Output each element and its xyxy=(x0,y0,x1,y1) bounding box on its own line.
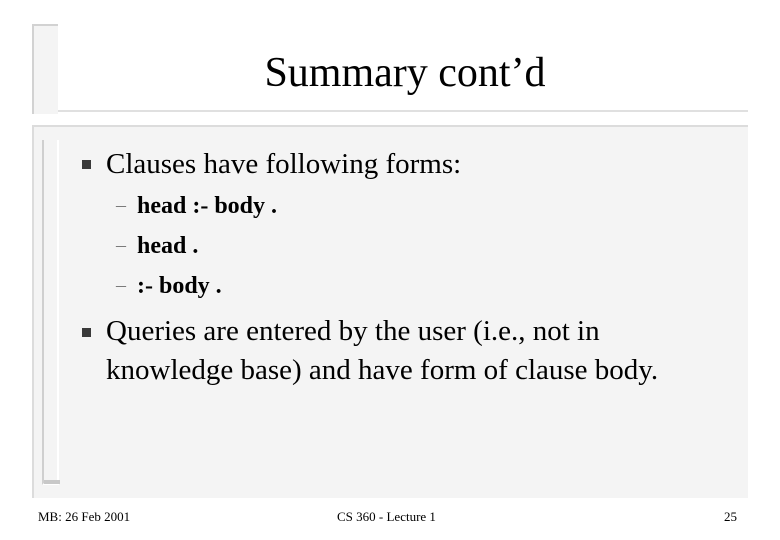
dash-icon: – xyxy=(116,194,126,216)
bullet-square-icon xyxy=(82,328,91,337)
slide-title: Summary cont’d xyxy=(264,50,546,96)
bullet-2-line-1: Queries are entered by the user (i.e., not in xyxy=(106,315,600,347)
bullet-1-text: Clauses have following forms: xyxy=(106,148,462,180)
dash-icon: – xyxy=(116,234,126,256)
panel-side-bar xyxy=(42,140,59,485)
footer-course: CS 360 - Lecture 1 xyxy=(337,509,436,524)
footer-date: MB: 26 Feb 2001 xyxy=(38,509,131,524)
sub-bullet-1: head :- body . xyxy=(137,193,278,219)
sub-bullet-2: head . xyxy=(137,233,199,259)
footer-page-number: 25 xyxy=(724,509,737,524)
title-underline xyxy=(58,110,748,112)
bullet-square-icon xyxy=(82,160,91,169)
panel-bottom-mark xyxy=(44,480,60,484)
sub-bullet-3: :- body . xyxy=(137,273,222,299)
bullet-2-line-2: knowledge base) and have form of clause body. xyxy=(106,354,659,386)
dash-icon: – xyxy=(116,274,126,296)
